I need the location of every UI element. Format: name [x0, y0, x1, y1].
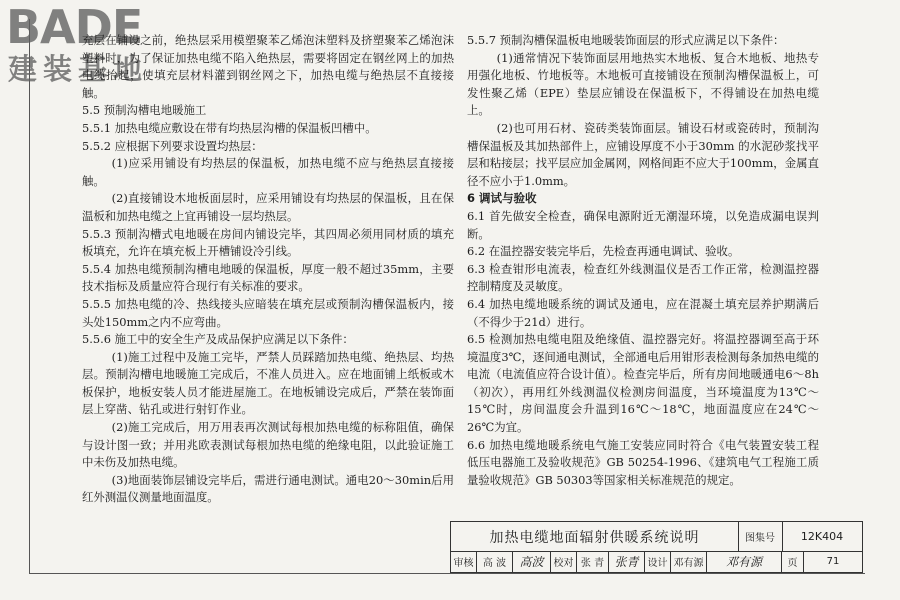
right-paragraph: 6.4 加热电缆地暖系统的调试及通电，应在混凝土填充层养护期满后（不得少于21d）进行。 [467, 296, 819, 329]
left-paragraph: 5.5 预制沟槽电地暖施工 [82, 103, 207, 118]
design-label: 设计 [645, 551, 671, 572]
design-signature-text: 邓有源 [725, 555, 762, 569]
design-name: 邓有源 [671, 551, 707, 572]
check-name: 张 青 [577, 551, 609, 572]
right-text-column [467, 32, 819, 489]
left-paragraph: 5.5.6 施工中的安全生产及成品保护应满足以下条件： [82, 332, 354, 347]
left-paragraph: (3)地面装饰层铺设完毕后，需进行通电测试。通电20～30min后用红外测温仪测量地面温度。 [82, 472, 454, 505]
right-paragraph: 6.1 首先做安全检查，确保电源附近无潮湿环境，以免造成漏电误判断。 [467, 208, 819, 241]
left-paragraph: (2)直接铺设木地板面层时，应采用铺设有均热层的保温板，且在保温板和加热电缆之上宜再铺设一层均热层。 [82, 191, 454, 223]
left-text-column [82, 32, 454, 507]
right-paragraph: 6.3 检查钳形电流表，检查红外线测温仪是否工作正常，检测温控器控制精度及灵敏度。 [467, 261, 819, 294]
left-paragraph: (1)应采用铺设有均热层的保温板，加热电缆不应与绝热层直接接触。 [82, 156, 454, 188]
title-block-row-1 [451, 522, 862, 552]
page-number: 71 [826, 556, 840, 567]
check-signature [609, 551, 645, 572]
logo-subtitle: 建装基地 [8, 52, 149, 86]
atlas-number: 12K404 [800, 530, 844, 543]
check-label: 校对 [551, 551, 577, 572]
left-paragraph: (2)施工完成后，用万用表再次测试每根加热电缆的标称阻值，确保与设计图一致；并用兆欧表测试每根加热电缆的绝缘电阻，以此验证施工中未伤及加热电缆。 [82, 420, 454, 470]
right-paragraph: 6.2 在温控器安装完毕后，先检查再通电调试、验收。 [467, 244, 740, 259]
title-block-row-2 [451, 551, 862, 572]
page-label: 页 [782, 551, 804, 572]
left-paragraph: 5.5.5 加热电缆的冷、热线接头应暗装在填充层或预制沟槽保温板内，接头处150mm之内不应弯曲。 [82, 296, 454, 329]
drawing-title: 加热电缆地面辐射供暖系统说明 [451, 522, 739, 551]
atlas-number-label: 图集号 [738, 522, 783, 551]
review-signature-text: 高波 [519, 555, 544, 569]
right-paragraph: 6.5 检测加热电缆电阻及绝缘值、温控器完好。将温控器调至高于环境温度3℃，逐间通电测试，全部通电后用钳形表检测每条加热电缆的电流（电流值应符合设计值）。检查完毕后，所有房间地暖通电6～8h（初次），再用红外线测温仪检测房间温度，当环境温度为13℃～15℃时，房间温度会升温到16℃～18℃，地面温度应在24℃～26℃为宜。 [467, 332, 819, 435]
logo-brand: BADE [6, 0, 143, 54]
left-paragraph: (1)施工过程中及施工完毕，严禁人员踩踏加热电缆、绝热层、均热层。预制沟槽电地暖施工完成后，不准人员进入。应在地面铺上纸板或木板保护，地板安装人员才能进屋施工。在地板铺设完成后，严禁在装饰面层上穿凿、钻孔或进行射钉作业。 [82, 349, 454, 417]
left-paragraph: 充层在铺设之前，绝热层采用模塑聚苯乙烯泡沫塑料及挤塑聚苯乙烯泡沫塑料时，为了保证加热电缆不陷入绝热层，需要将固定在钢丝网上的加热电缆抬起，使填充层材料灌到钢丝网之下，加热电缆与绝热层不直接接触。 [82, 33, 454, 100]
design-signature [707, 551, 782, 572]
right-heading: 6 调试与验收 [467, 191, 537, 206]
title-block [450, 521, 863, 573]
left-paragraph: 5.5.1 加热电缆应敷设在带有均热层沟槽的保温板凹槽中。 [82, 120, 377, 135]
review-signature [513, 551, 551, 572]
left-paragraph: 5.5.2 应根据下列要求设置均热层： [82, 138, 263, 153]
left-paragraph: 5.5.4 加热电缆预制沟槽电地暖的保温板，厚度一般不超过35mm，主要技术指标及质量应符合现行有关标准的要求。 [82, 261, 454, 294]
right-paragraph: 6.6 加热电缆地暖系统电气施工安装应同时符合《电气装置安装工程低压电器施工及验收规范》GB 50254-1996、《建筑电气工程施工质量验收规范》GB 50303等国家相关标准规范的规定。 [467, 437, 819, 487]
review-label: 审核 [451, 551, 477, 572]
right-paragraph: (2)也可用石材、瓷砖类装饰面层。铺设石材或瓷砖时，预制沟槽保温板及其加热部件上，应铺设厚度不小于30mm 的水泥砂浆找平层和粘接层；找平层应加金属网，网格间距不应大于100mm，金属直径不应小于1.0mm。 [467, 120, 819, 188]
check-signature-text: 张青 [614, 555, 639, 569]
right-paragraph: (1)通常情况下装饰面层用地热实木地板、复合木地板、地热专用强化地板、竹地板等。木地板可直接铺设在预制沟槽保温板上，可发性聚乙烯（EPE）垫层应铺设在保温板下，不得铺设在加热电缆上。 [467, 50, 819, 118]
right-paragraph: 5.5.7 预制沟槽保温板电地暖装饰面层的形式应满足以下条件： [467, 33, 785, 47]
left-paragraph: 5.5.3 预制沟槽式电地暖在房间内铺设完毕，其四周必须用同材质的填充板填充，允许在填充板上开槽铺设冷引线。 [82, 226, 454, 259]
review-name: 高 波 [477, 551, 513, 572]
